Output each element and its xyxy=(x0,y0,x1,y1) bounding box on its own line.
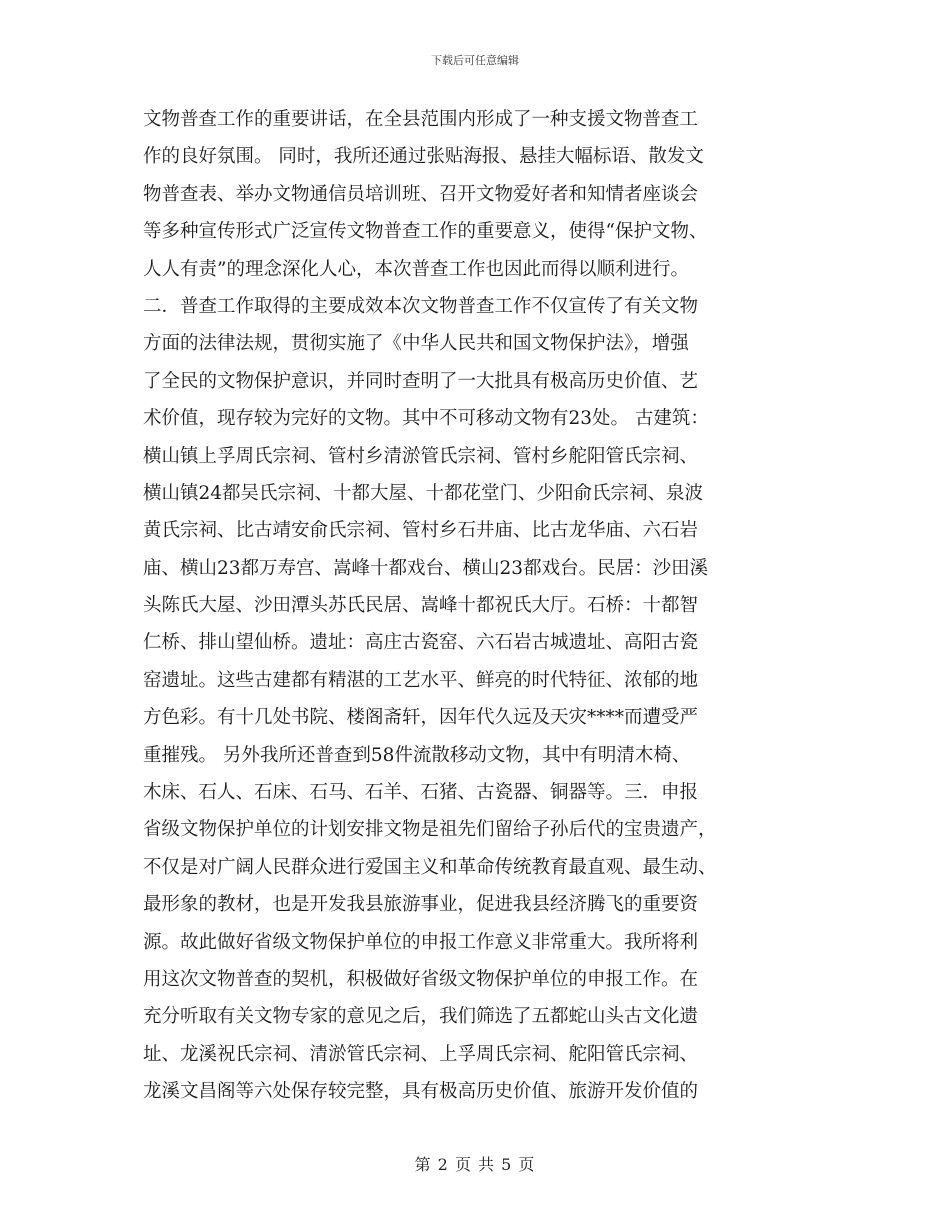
body-line: 址、龙溪祝氏宗祠、清淤管氏宗祠、上孚周氏宗祠、舵阳管氏宗祠、 xyxy=(143,1043,699,1065)
body-line: 人人有责”的理念深化人心，本次普查工作也因此而得以顺利进行。 xyxy=(143,258,689,280)
body-line: 作的良好氛围。 同时，我所还通过张贴海报、悬挂大幅标语、散发文 xyxy=(143,146,704,168)
body-line: 黄氏宗祠、比古靖安俞氏宗祠、管村乡石井庙、比古龙华庙、六石岩 xyxy=(143,520,699,542)
body-line: 最形象的教材，也是开发我县旅游事业，促进我县经济腾飞的重要资 xyxy=(143,894,699,916)
body-line: 等多种宣传形式广泛宣传文物普查工作的重要意义，使得“保护文物、 xyxy=(143,221,708,243)
body-line: 充分听取有关文物专家的意见之后，我们筛选了五都蛇山头古文化遗 xyxy=(143,1006,699,1028)
body-line: 重摧残。 另外我所还普查到58件流散移动文物，其中有明清木椅、 xyxy=(143,744,691,766)
body-line: 省级文物保护单位的计划安排文物是祖先们留给子孙后代的宝贵遗产， xyxy=(143,819,717,841)
body-line: 二．普查工作取得的主要成效本次文物普查工作不仅宣传了有关文物 xyxy=(143,295,699,317)
body-line: 物普查表、举办文物通信员培训班、召开文物爱好者和知情者座谈会 xyxy=(143,183,699,205)
body-line: 窑遗址。这些古建都有精湛的工艺水平、鲜亮的时代特征、浓郁的地 xyxy=(143,669,699,691)
body-line: 龙溪文昌阁等六处保存较完整，具有极高历史价值、旅游开发价值的 xyxy=(143,1081,699,1103)
body-line: 庙、横山23都万寿宫、嵩峰十都戏台、横山23都戏台。民居：沙田溪 xyxy=(143,557,709,579)
body-line: 了全民的文物保护意识，并同时查明了一大批具有极高历史价值、艺 xyxy=(143,370,699,392)
body-line: 文物普查工作的重要讲话，在全县范围内形成了一种支援文物普查工 xyxy=(143,109,699,130)
document-body xyxy=(143,101,807,1111)
body-line: 横山镇24都吴氏宗祠、十都大屋、十都花堂门、少阳俞氏宗祠、泉波 xyxy=(143,482,704,504)
body-line: 源。故此做好省级文物保护单位的申报工作意义非常重大。我所将利 xyxy=(143,931,699,953)
body-line: 头陈氏大屋、沙田潭头苏氏民居、嵩峰十都祝氏大厅。石桥：十都智 xyxy=(143,595,699,617)
body-line: 方面的法律法规，贯彻实施了《中华人民共和国文物保护法》，增强 xyxy=(143,333,689,355)
body-line: 横山镇上孚周氏宗祠、管村乡清淤管氏宗祠、管村乡舵阳管氏宗祠、 xyxy=(143,445,699,467)
page-number-footer: 第 2 页 共 5 页 xyxy=(414,1155,536,1174)
body-line: 仁桥、排山望仙桥。遗址：高庄古瓷窑、六石岩古城遗址、高阳古瓷 xyxy=(143,632,699,654)
body-line: 木床、石人、石床、石马、石羊、石猪、古瓷器、铜器等。三．申报 xyxy=(143,782,699,804)
body-line: 术价值，现存较为完好的文物。其中不可移动文物有23处。 古建筑： xyxy=(143,408,709,430)
body-line: 不仅是对广阔人民群众进行爱国主义和革命传统教育最直观、最生动、 xyxy=(143,856,717,878)
page-header: 下载后可任意编辑 xyxy=(431,54,519,67)
body-line: 方色彩。有十几处书院、楼阁斋轩，因年代久远及天灾****而遭受严 xyxy=(143,707,699,729)
body-line: 用这次文物普查的契机，积极做好省级文物保护单位的申报工作。在 xyxy=(143,968,699,990)
